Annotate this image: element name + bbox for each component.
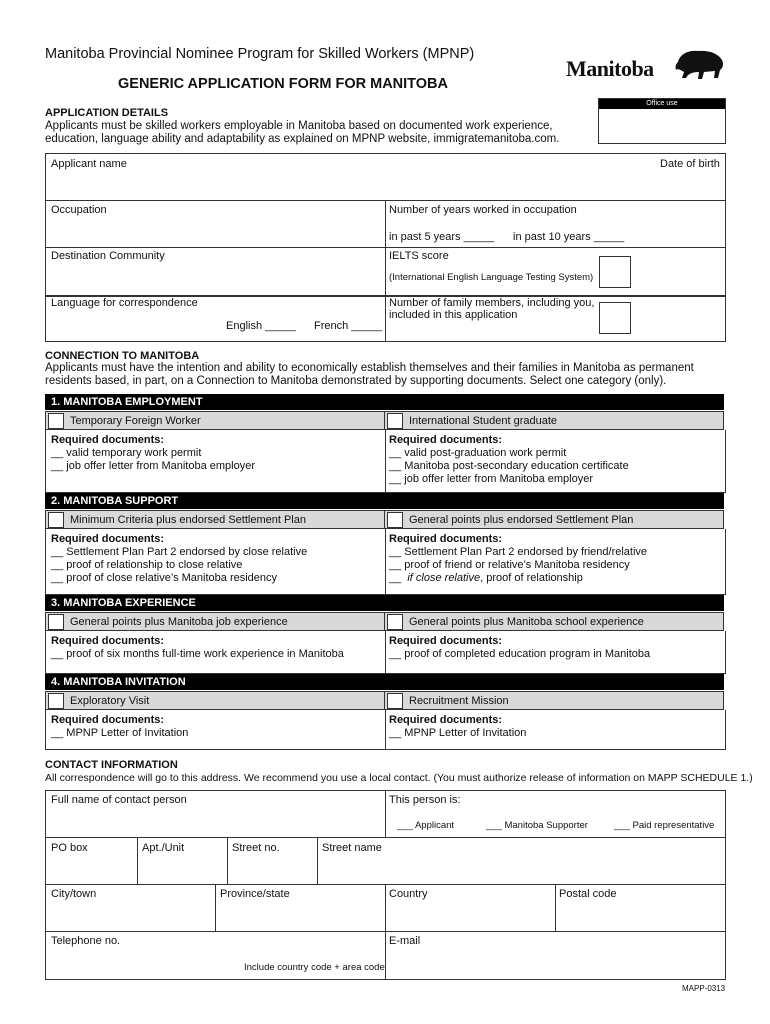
doc-item[interactable]: __ proof of six months full-time work experience in Manitoba [51,648,344,660]
office-use-box[interactable] [598,98,726,144]
postal-code-field[interactable]: Postal code [559,888,617,900]
contact-line1: All correspondence will go to this address. We recommend you use a local contact. (You must authorize release of information on MAPP SCHEDULE 1.) [45,772,753,784]
office-use-label: Office use [599,99,725,109]
required-docs-label: Required documents: [51,533,165,545]
section-experience-bar [45,595,724,611]
doc-item[interactable]: __ job offer letter from Manitoba employer [51,460,256,472]
po-box-field[interactable]: PO box [51,842,88,854]
required-docs-label: Required documents: [51,714,165,726]
experience-right-docs [389,635,650,661]
section-support-title: 2. MANITOBA SUPPORT [51,495,179,507]
support-left-docs [51,533,307,585]
french-field[interactable]: French _____ [314,320,382,332]
years-worked-label: Number of years worked in occupation [389,204,577,216]
doc-item[interactable]: __ Settlement Plan Part 2 endorsed by friend/relative [389,546,648,558]
connection-line2: residents based, in part, on a Connection to Manitoba demonstrated by supporting documents. Select one category (only). [45,375,667,387]
support-right-docs [389,533,647,585]
required-docs-label: Required documents: [389,714,503,726]
option-minimum-criteria[interactable] [45,510,386,529]
family-members-input[interactable] [599,302,631,334]
option-job-experience[interactable] [45,612,386,631]
option-international-student[interactable] [384,411,724,430]
option-label: International Student graduate [409,415,558,427]
application-details-line1: Applicants must be skilled workers employable in Manitoba based on documented work experience, [45,120,553,132]
form-code: MAPP-0313 [682,984,726,993]
doc-rest: , proof of relationship [480,572,583,584]
ielts-score-input[interactable] [599,256,631,288]
section-employment-title: 1. MANITOBA EMPLOYMENT [51,396,203,408]
role-supporter-option[interactable]: ___ Manitoba Supporter [486,820,588,831]
checkbox[interactable] [387,512,403,528]
phone-note: Include country code + area code [244,962,385,973]
role-applicant-option[interactable]: ___ Applicant [397,820,455,831]
employment-left-docs [51,434,255,473]
checkbox[interactable] [48,413,64,429]
application-details-heading: APPLICATION DETAILS [45,107,169,119]
checkbox[interactable] [387,614,403,630]
doc-item[interactable]: __ valid temporary work permit [51,447,202,459]
connection-line1: Applicants must have the intention and ability to economically establish themselves and their families in Manitoba as permanent [45,362,694,374]
doc-item[interactable] [389,572,647,585]
email-field[interactable]: E-mail [389,935,421,947]
manitoba-logo [566,48,726,82]
checkbox[interactable] [387,413,403,429]
ielts-full-label: (International English Language Testing System) [389,272,594,283]
family-members-label-1: Number of family members, including you, [389,297,595,309]
option-exploratory-visit[interactable] [45,691,386,710]
section-employment-bar [45,394,724,410]
doc-item[interactable]: __ proof of friend or relative’s Manitoba residency [389,559,630,571]
destination-community-field[interactable]: Destination Community [51,250,165,262]
checkbox[interactable] [48,693,64,709]
past-10-years-field[interactable]: in past 10 years _____ [513,231,625,243]
checkbox[interactable] [387,693,403,709]
doc-item[interactable]: __ proof of completed education program in Manitoba [389,648,651,660]
family-members-label-2: included in this application [389,309,518,321]
section-invitation-bar [45,674,724,690]
option-label: General points plus endorsed Settlement Plan [409,514,634,526]
country-field[interactable]: Country [389,888,428,900]
option-label: General points plus Manitoba school experience [409,616,644,628]
doc-item[interactable]: __ valid post-graduation work permit [389,447,567,459]
province-state-field[interactable]: Province/state [220,888,290,900]
option-school-experience[interactable] [384,612,724,631]
employment-right-docs [389,434,629,486]
invitation-left-docs [51,714,188,740]
city-town-field[interactable]: City/town [51,888,97,900]
section-invitation-title: 4. MANITOBA INVITATION [51,676,186,688]
section-experience-title: 3. MANITOBA EXPERIENCE [51,597,196,609]
applicant-name-field[interactable]: Applicant name [51,158,127,170]
option-label: Exploratory Visit [70,695,150,707]
required-docs-label: Required documents: [51,635,165,647]
connection-heading: CONNECTION TO MANITOBA [45,350,200,362]
experience-left-docs [51,635,344,661]
english-field[interactable]: English _____ [226,320,296,332]
apt-unit-field[interactable]: Apt./Unit [142,842,185,854]
doc-item[interactable]: __ MPNP Letter of Invitation [389,727,527,739]
street-name-field[interactable]: Street name [322,842,382,854]
checkbox[interactable] [48,614,64,630]
occupation-field[interactable]: Occupation [51,204,107,216]
role-paid-rep-option[interactable]: ___ Paid representative [614,820,715,831]
program-title: Manitoba Provincial Nominee Program for Skilled Workers (MPNP) [45,46,475,62]
option-label: Temporary Foreign Worker [70,415,201,427]
required-docs-label: Required documents: [51,434,165,446]
telephone-field[interactable]: Telephone no. [51,935,121,947]
past-5-years-field[interactable]: in past 5 years _____ [389,231,495,243]
option-label: Minimum Criteria plus endorsed Settlement Plan [70,514,306,526]
doc-italic: if close relative [407,572,481,584]
required-docs-label: Required documents: [389,533,503,545]
contact-full-name-field[interactable]: Full name of contact person [51,794,187,806]
form-title: GENERIC APPLICATION FORM FOR MANITOBA [118,76,449,92]
option-label: General points plus Manitoba job experience [70,616,288,628]
bison-icon [674,48,726,82]
checkbox[interactable] [48,512,64,528]
option-recruitment-mission[interactable] [384,691,724,710]
date-of-birth-field[interactable]: Date of birth [660,158,720,170]
street-no-field[interactable]: Street no. [232,842,280,854]
required-docs-label: Required documents: [389,635,503,647]
invitation-right-docs [389,714,526,740]
language-label: Language for correspondence [51,297,198,309]
option-temporary-foreign-worker[interactable] [45,411,386,430]
section-support-bar [45,493,724,509]
application-details-line2: education, language ability and adaptability as explained on MPNP website, immigratemanitoba.com. [45,133,560,145]
ielts-label: IELTS score [389,250,449,262]
doc-item[interactable]: __ proof of close relative’s Manitoba residency [51,572,278,584]
doc-item[interactable]: __ MPNP Letter of Invitation [51,727,189,739]
doc-item[interactable]: __ proof of relationship to close relative [51,559,243,571]
option-label: Recruitment Mission [409,695,509,707]
logo-text: Manitoba [566,56,654,81]
doc-item[interactable]: __ Manitoba post-secondary education certificate [389,460,629,472]
option-general-points-settlement[interactable] [384,510,724,529]
this-person-label: This person is: [389,794,461,806]
doc-item[interactable]: __ Settlement Plan Part 2 endorsed by close relative [51,546,308,558]
doc-item[interactable]: __ job offer letter from Manitoba employer [389,473,594,485]
contact-heading: CONTACT INFORMATION [45,759,178,771]
required-docs-label: Required documents: [389,434,503,446]
doc-prefix: __ [389,572,408,584]
